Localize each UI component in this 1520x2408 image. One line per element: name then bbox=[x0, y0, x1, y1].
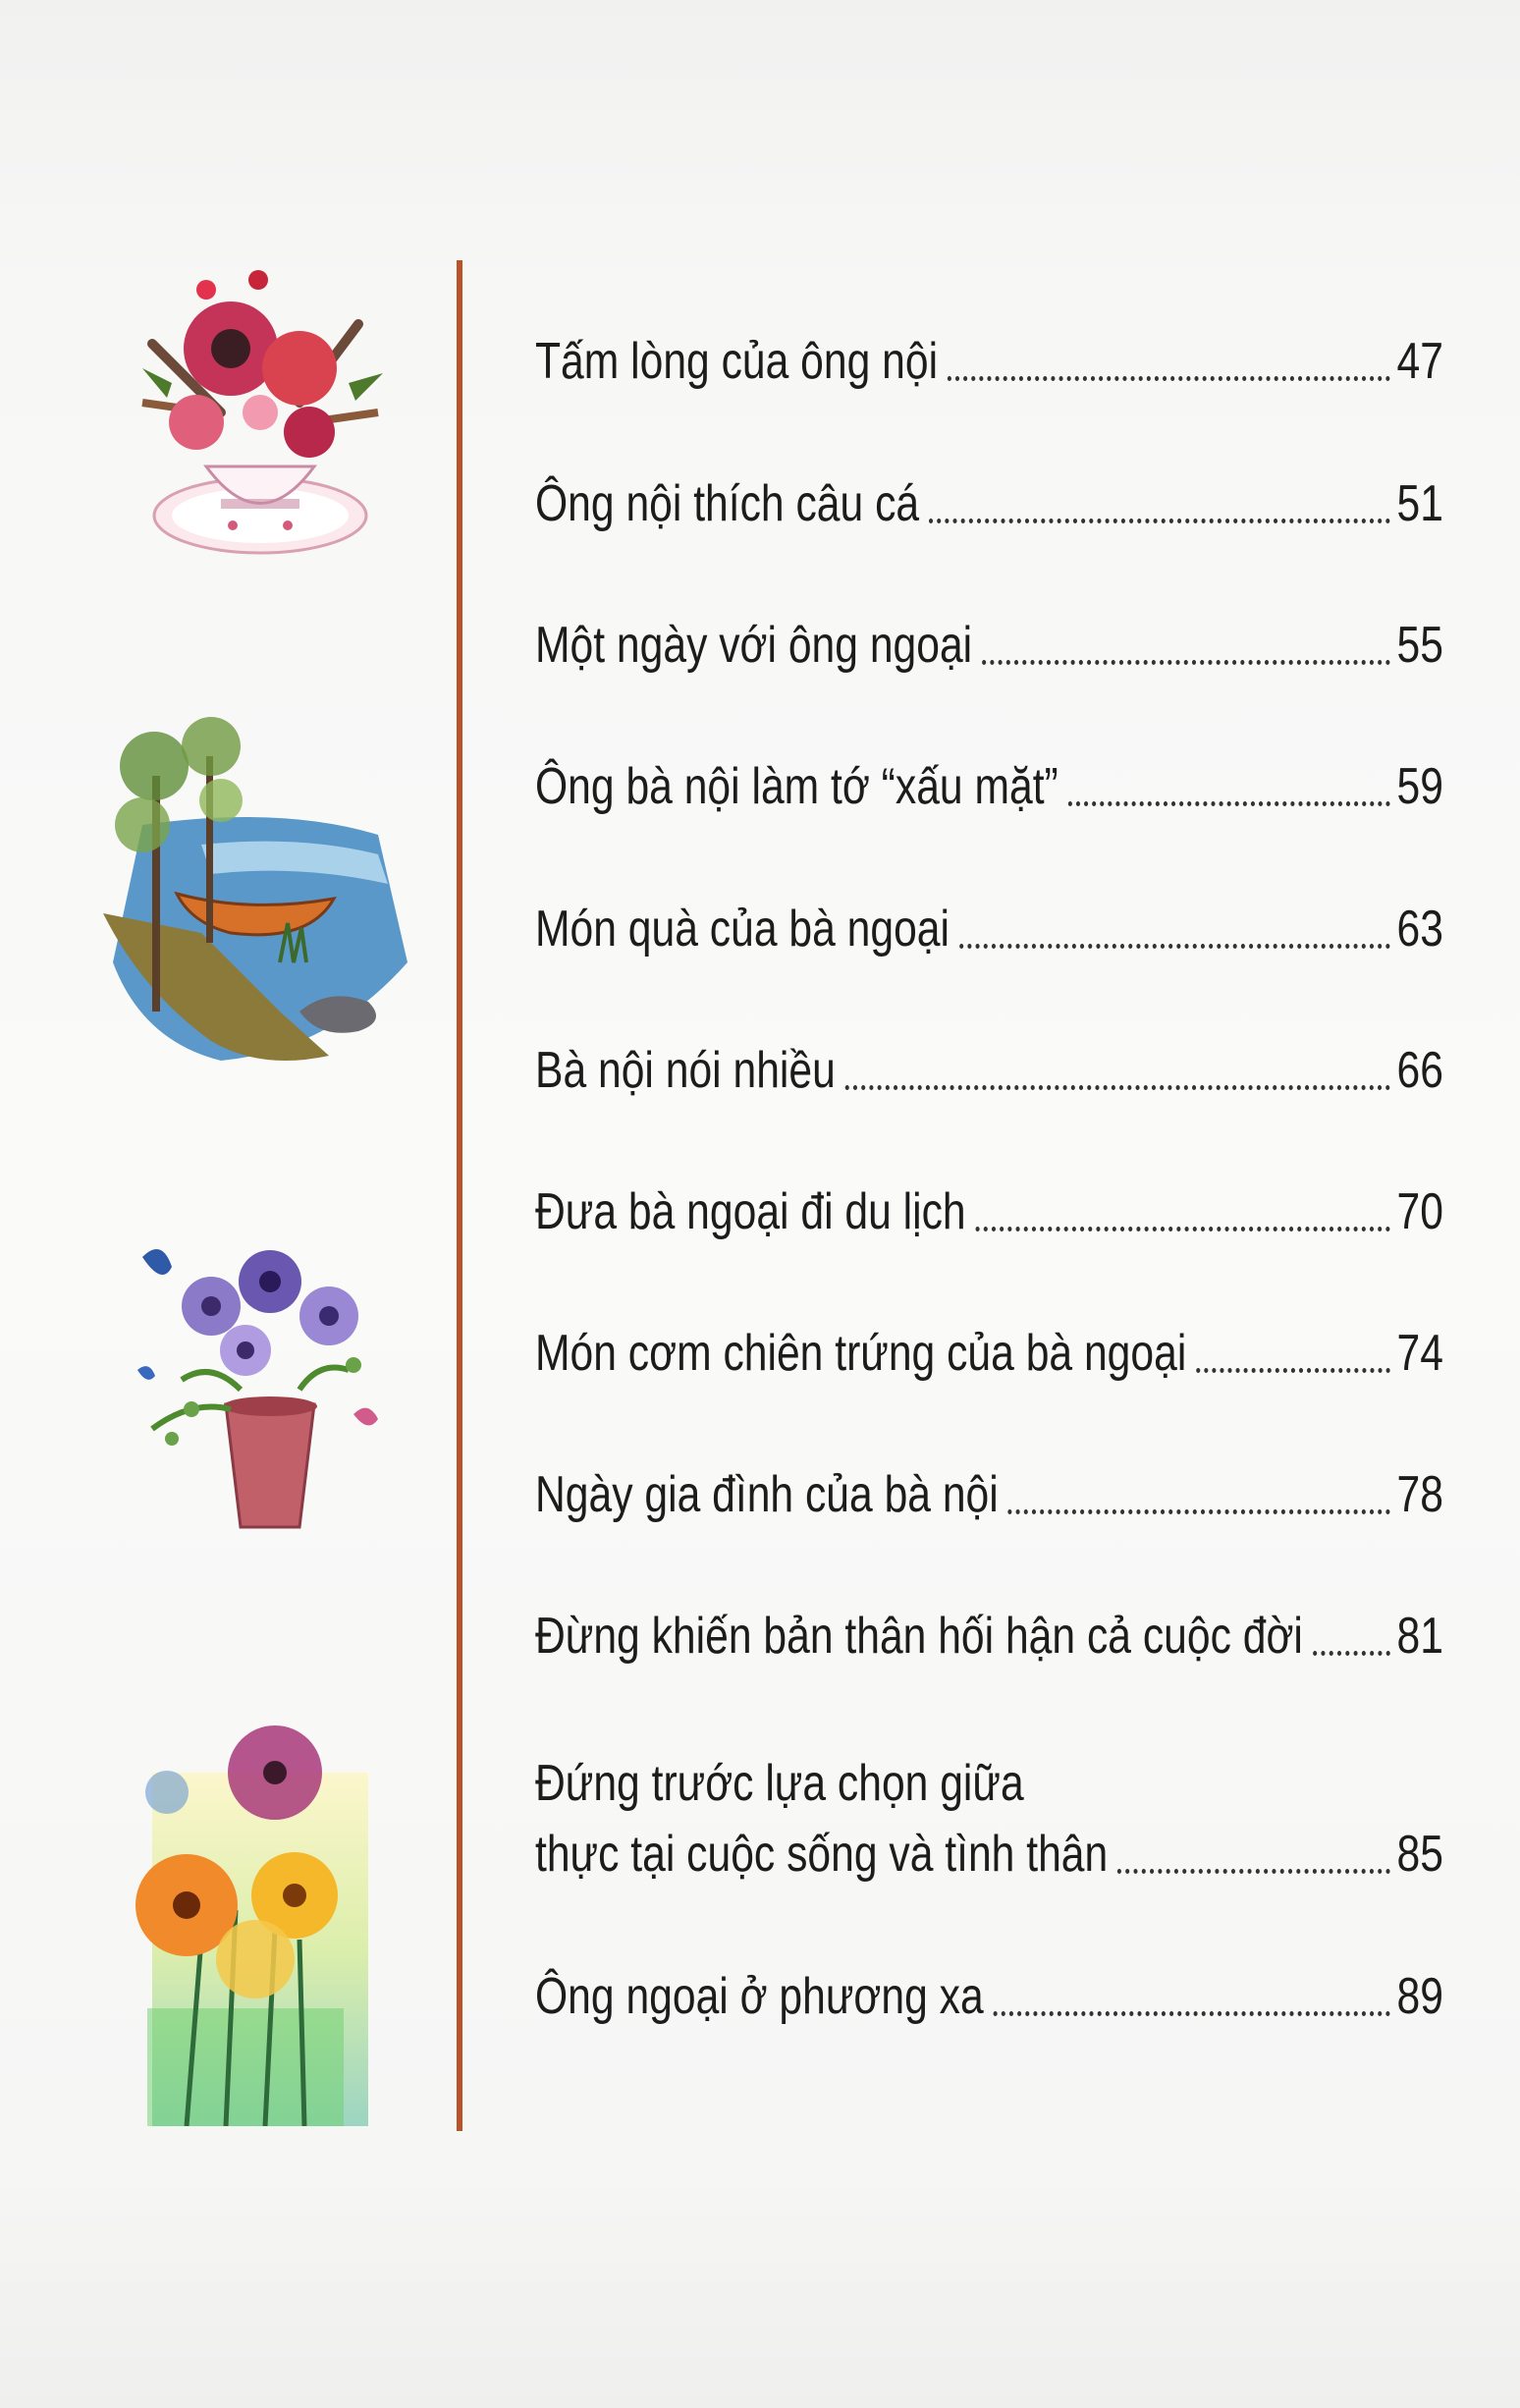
toc-entry[interactable] bbox=[535, 616, 1443, 675]
toc-entry-title: Món cơm chiên trứng của bà ngoại bbox=[535, 1325, 1187, 1382]
toc-entry[interactable] bbox=[535, 1607, 1443, 1666]
toc-entry-title: Ông bà nội làm tớ “xấu mặt” bbox=[535, 758, 1059, 815]
toc-entry-title: Tấm lòng của ông nội bbox=[535, 333, 939, 390]
flower-teacup-illustration bbox=[113, 265, 407, 579]
toc-entry-title: Bà nội nói nhiều bbox=[535, 1042, 836, 1099]
toc-entry[interactable] bbox=[535, 474, 1443, 533]
leader-dots bbox=[1117, 1868, 1390, 1874]
toc-entry[interactable] bbox=[535, 1825, 1443, 1884]
toc-entry[interactable] bbox=[535, 1182, 1443, 1241]
toc-entry-title: Đưa bà ngoại đi du lịch bbox=[535, 1183, 966, 1240]
leader-dots bbox=[929, 518, 1390, 523]
toc-entry-page: 70 bbox=[1396, 1183, 1443, 1240]
toc-entry[interactable] bbox=[535, 900, 1443, 958]
leader-dots bbox=[982, 659, 1390, 665]
toc-entry-title: Ngày gia đình của bà nội bbox=[535, 1466, 999, 1523]
toc-entry-title: Ông ngoại ở phương xa bbox=[535, 1968, 984, 2025]
toc-entry-page: 74 bbox=[1396, 1325, 1443, 1382]
leader-dots bbox=[1008, 1508, 1390, 1514]
leader-dots bbox=[1196, 1367, 1390, 1373]
leader-dots bbox=[948, 375, 1390, 381]
toc-entry-title-line2: thực tại cuộc sống và tình thân bbox=[535, 1826, 1109, 1883]
toc-entry[interactable] bbox=[535, 332, 1443, 391]
toc-entry[interactable] bbox=[535, 757, 1443, 816]
toc-entry-page: 78 bbox=[1396, 1466, 1443, 1523]
toc-entry[interactable] bbox=[535, 1967, 1443, 2026]
toc-entry-page: 47 bbox=[1396, 333, 1443, 390]
gerbera-bouquet-illustration bbox=[128, 1714, 383, 2126]
toc-entry-page: 63 bbox=[1396, 901, 1443, 958]
vertical-rule bbox=[457, 260, 462, 2131]
toc-entry-page: 81 bbox=[1396, 1608, 1443, 1665]
toc-entry-title: Một ngày với ông ngoại bbox=[535, 617, 973, 674]
toc-entry-page: 51 bbox=[1396, 475, 1443, 532]
toc-entry-page: 59 bbox=[1396, 758, 1443, 815]
leader-dots bbox=[1068, 800, 1390, 806]
toc-entry-title: Ông nội thích câu cá bbox=[535, 475, 920, 532]
toc-entry-page: 55 bbox=[1396, 617, 1443, 674]
leader-dots bbox=[959, 943, 1390, 949]
toc-entry-page: 66 bbox=[1396, 1042, 1443, 1099]
toc-entry[interactable] bbox=[535, 1041, 1443, 1100]
toc-entry-title: Món quà của bà ngoại bbox=[535, 901, 950, 958]
lake-boat-illustration bbox=[83, 717, 412, 1080]
toc-entry[interactable] bbox=[535, 1465, 1443, 1524]
leader-dots bbox=[975, 1226, 1389, 1231]
pansy-pot-illustration bbox=[113, 1232, 407, 1547]
toc-entry-page: 89 bbox=[1396, 1968, 1443, 2025]
toc-entry-title-line1[interactable]: Đứng trước lựa chọn giữa bbox=[535, 1755, 1024, 1812]
leader-dots bbox=[845, 1084, 1390, 1090]
toc-entry-page: 85 bbox=[1396, 1826, 1443, 1883]
toc-entry-title: Đừng khiến bản thân hối hận cả cuộc đời bbox=[535, 1608, 1303, 1665]
leader-dots bbox=[1313, 1650, 1390, 1656]
leader-dots bbox=[994, 2010, 1390, 2016]
toc-entry[interactable] bbox=[535, 1324, 1443, 1383]
